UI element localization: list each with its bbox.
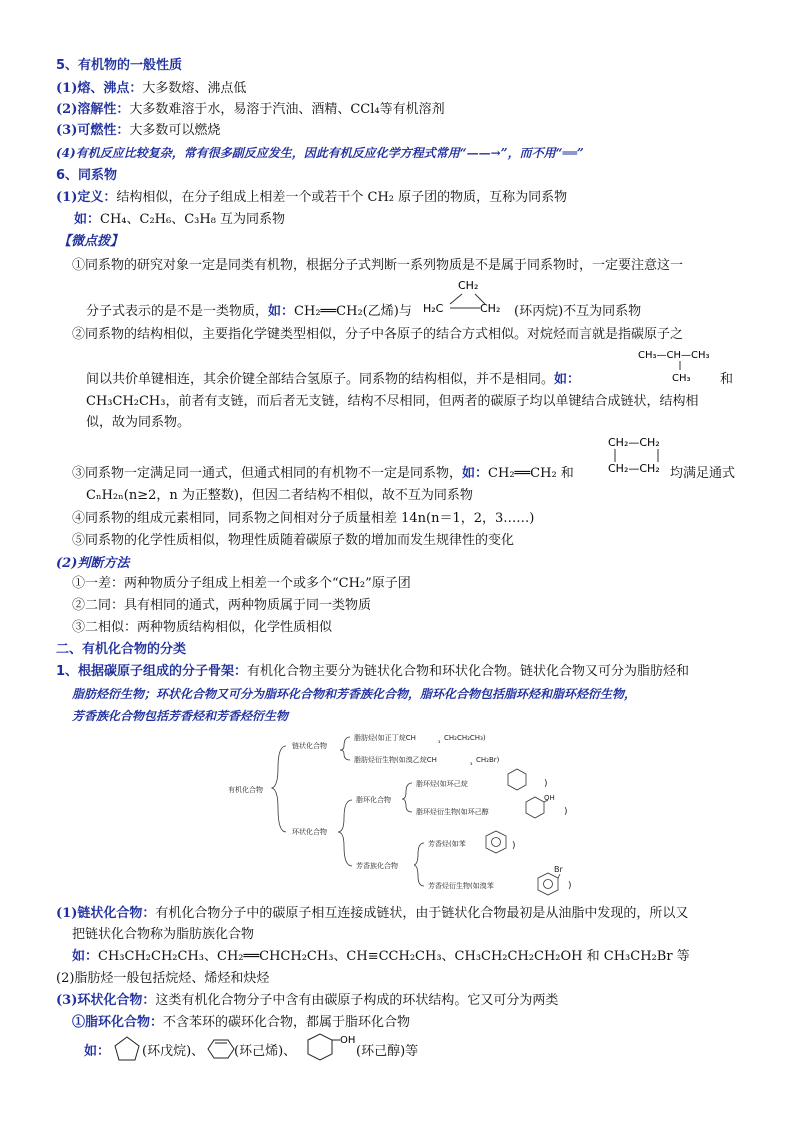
- tree-sub3-a: ₃: [438, 738, 441, 745]
- chain-compound-example: [72, 947, 690, 967]
- tree-chain-b: 脂肪烃衍生物(如溴乙烷CH: [354, 756, 437, 764]
- tree-root: 有机化合物: [228, 786, 263, 794]
- label: 如：: [268, 304, 295, 319]
- section-6-title: 6、同系物: [56, 168, 118, 183]
- chain-compound-line-2: 把链状化合物称为脂肪族化合物: [72, 927, 255, 942]
- label: (1)链状化合物：: [56, 906, 156, 921]
- tree-close-4: ): [568, 881, 572, 891]
- tree-close-2: ): [564, 807, 568, 817]
- label: 如：: [72, 949, 99, 964]
- text: 大多数熔、沸点低: [142, 81, 247, 96]
- label: (3)环状化合物：: [56, 993, 156, 1008]
- cyclohexene-name: (环己烯)、: [234, 1044, 297, 1059]
- tip-5: ⑤同系物的化学性质相似，物理性质随着碳原子数的增加而发生规律性的变化: [72, 533, 515, 548]
- text: 大多数难溶于水，易溶于汽油、酒精、CCl₄等有机溶剂: [129, 102, 445, 117]
- formula-iso-top: CH₃—CH—CH₃: [638, 350, 710, 361]
- tree-chain-b2: CH₂Br): [476, 756, 500, 764]
- text: 间以共价单键相连，其余价键全部结合氢原子。同系物的结构相似，并不是相同。: [86, 372, 555, 387]
- label: (3)可燃性：: [56, 123, 130, 138]
- tree-ring: 环状化合物: [292, 828, 327, 836]
- tip-2-line-1: ②同系物的结构相似，主要指化学键类型相似，分子中各原子的结合方式相似。对烷烃而言就是指碳原子之: [72, 327, 684, 342]
- tree-sub3-b: ₃: [470, 760, 473, 767]
- cyclohexanol-icon: [300, 1032, 360, 1066]
- tip-3-line-1: [72, 464, 574, 484]
- text: CH₂══CH₂ 和: [488, 466, 574, 481]
- text: CH₄、C₂H₆、C₃H₈ 互为同系物: [100, 212, 286, 227]
- tip-title: 【微点拨】: [58, 234, 124, 249]
- text: CH₂══CH₂(乙烯)与: [294, 304, 412, 319]
- tip-2-and: 和: [720, 372, 734, 387]
- text: 有机化合物分子中的碳原子相互连接成链状，由于链状化合物最初是从油脂中发现的，所以又: [155, 906, 689, 921]
- cyclopentane-icon: [112, 1034, 142, 1064]
- tree-arom-a: 芳香烃(如苯: [428, 840, 466, 848]
- label: (2)溶解性：: [56, 102, 130, 117]
- property-reactions: (4)有机反应比较复杂，常有很多副反应发生，因此有机反应化学方程式常用“——→”，而不用“══”: [56, 146, 584, 160]
- alicyclic-example-label: 如：: [84, 1044, 111, 1059]
- cyclohexanol-oh: OH: [340, 1035, 356, 1046]
- homolog-definition: [56, 188, 567, 208]
- label: ①脂环化合物：: [72, 1015, 164, 1030]
- tree-alicyc-a: 脂环烃(如环己烷: [416, 780, 468, 788]
- judge-1: ①一差：两种物质分子组成上相差一个或多个“CH₂”原子团: [72, 576, 411, 591]
- text: 结构相似，在分子组成上相差一个或若干个 CH₂ 原子团的物质，互称为同系物: [116, 190, 568, 205]
- label: (1)定义：: [56, 190, 117, 205]
- label: 如：: [554, 372, 581, 387]
- tip-4: ④同系物的组成元素相同，同系物之间相对分子质量相差 14n(n＝1，2，3……): [72, 511, 535, 526]
- tree-chain: 链状化合物: [292, 742, 327, 750]
- section-5-title: 5、有机物的一般性质: [56, 58, 183, 73]
- formula-ch2-top: CH₂: [458, 279, 479, 292]
- text: ③同系物一定满足同一通式，但通式相同的有机物不一定是同系物，: [72, 466, 463, 481]
- tip-3-tail: 均满足通式: [670, 466, 736, 481]
- text: 不含苯环的碳环化合物，都属于脂环化合物: [163, 1015, 411, 1030]
- tree-arom: 芳香族化合物: [356, 862, 398, 870]
- tip-2-line-3: CH₃CH₂CH₃，前者有支链，而后者无支链，结构不尽相同，但两者的碳原子均以单键结合成链状，结构相: [86, 394, 699, 409]
- judge-3: ③二相似：两种物质结构相似，化学性质相似: [72, 620, 333, 635]
- chain-compound-line-1: [56, 904, 688, 924]
- label: 如：: [462, 466, 489, 481]
- classification-tree: [220, 728, 580, 900]
- text: 有机化合物主要分为链状化合物和环状化合物。链状化合物又可分为脂肪烃和: [247, 664, 690, 679]
- tree-close-1: ): [544, 779, 548, 789]
- cyclobutane-structure: [606, 432, 674, 478]
- aliphatic-hydrocarbons: (2)脂肪烃一般包括烷烃、烯烃和炔烃: [56, 971, 270, 986]
- cyclic-compound-intro: [56, 991, 558, 1011]
- text: CH₃CH₂CH₂CH₃、CH₂══CHCH₂CH₃、CH≡CCH₂CH₃、CH₃CH₂CH₂CH₂OH 和 CH₃CH₂Br 等: [98, 949, 690, 964]
- text: 大多数可以燃烧: [129, 123, 221, 138]
- formula-ch2-right: CH₂: [480, 302, 501, 315]
- tip-2-line-4: 似，故为同系物。: [86, 415, 191, 430]
- label: (1)熔、沸点：: [56, 81, 143, 96]
- skeleton-line-3: 芳香族化合物包括芳香烃和芳香烃衍生物: [72, 709, 289, 723]
- formula-cb-top: CH₂—CH₂: [608, 436, 660, 449]
- text: 分子式表示的是不是一类物质，: [86, 304, 269, 319]
- property-flammability: [56, 121, 220, 141]
- formula-cb-bottom: CH₂—CH₂: [608, 462, 660, 475]
- tree-alicyc: 脂环化合物: [356, 796, 391, 804]
- cyclopentane-name: (环戊烷)、: [142, 1044, 205, 1059]
- label: 如：: [74, 212, 101, 227]
- tree-br: Br: [554, 865, 563, 874]
- tip-1-line-2: [86, 302, 412, 322]
- part-2-title: 二、有机化合物的分类: [56, 642, 187, 657]
- property-solubility: [56, 100, 445, 120]
- skeleton-line-2: 脂肪烃衍生物；环状化合物又可分为脂环化合物和芳香族化合物，脂环化合物包括脂环烃和脂环烃衍生物，: [72, 687, 637, 701]
- property-melting: [56, 79, 246, 99]
- formula-h2c: H₂C: [423, 302, 444, 315]
- cyclohexene-icon: [206, 1034, 236, 1064]
- tree-close-3: ): [512, 841, 516, 851]
- cyclopropane-structure: [420, 276, 520, 324]
- label: 1、根据碳原子组成的分子骨架：: [56, 664, 248, 679]
- skeleton-line-1: [56, 662, 689, 682]
- tip-2-line-2: [86, 370, 580, 390]
- homolog-example: [74, 210, 285, 230]
- formula-iso-bottom: CH₃: [672, 373, 691, 384]
- tree-chain-a: 脂肪烃(如正丁烷CH: [354, 734, 416, 742]
- tree-arom-b: 芳香烃衍生物(如溴苯: [428, 882, 494, 890]
- text: 这类有机化合物分子中含有由碳原子构成的环状结构。它又可分为两类: [155, 993, 559, 1008]
- tip-1-line-1: ①同系物的研究对象一定是同类有机物，根据分子式判断一系列物质是不是属于同系物时，一定要注意这一: [72, 258, 684, 273]
- tree-oh: OH: [544, 794, 555, 802]
- judge-2: ②二同：具有相同的通式，两种物质属于同一类物质: [72, 598, 372, 613]
- cyclohexanol-name: (环己醇)等: [356, 1044, 419, 1059]
- tip-3-line-2: CₙH₂ₙ(n≥2，n 为正整数)，但因二者结构不相似，故不互为同系物: [86, 488, 473, 503]
- judge-title: (2)判断方法: [56, 556, 130, 571]
- tree-chain-a2: CH₂CH₂CH₃): [444, 734, 486, 742]
- tip-1-tail: (环丙烷)不互为同系物: [514, 304, 642, 319]
- alicyclic-definition: [72, 1013, 410, 1033]
- tree-alicyc-b: 脂环烃衍生物(如环己醇: [416, 808, 489, 816]
